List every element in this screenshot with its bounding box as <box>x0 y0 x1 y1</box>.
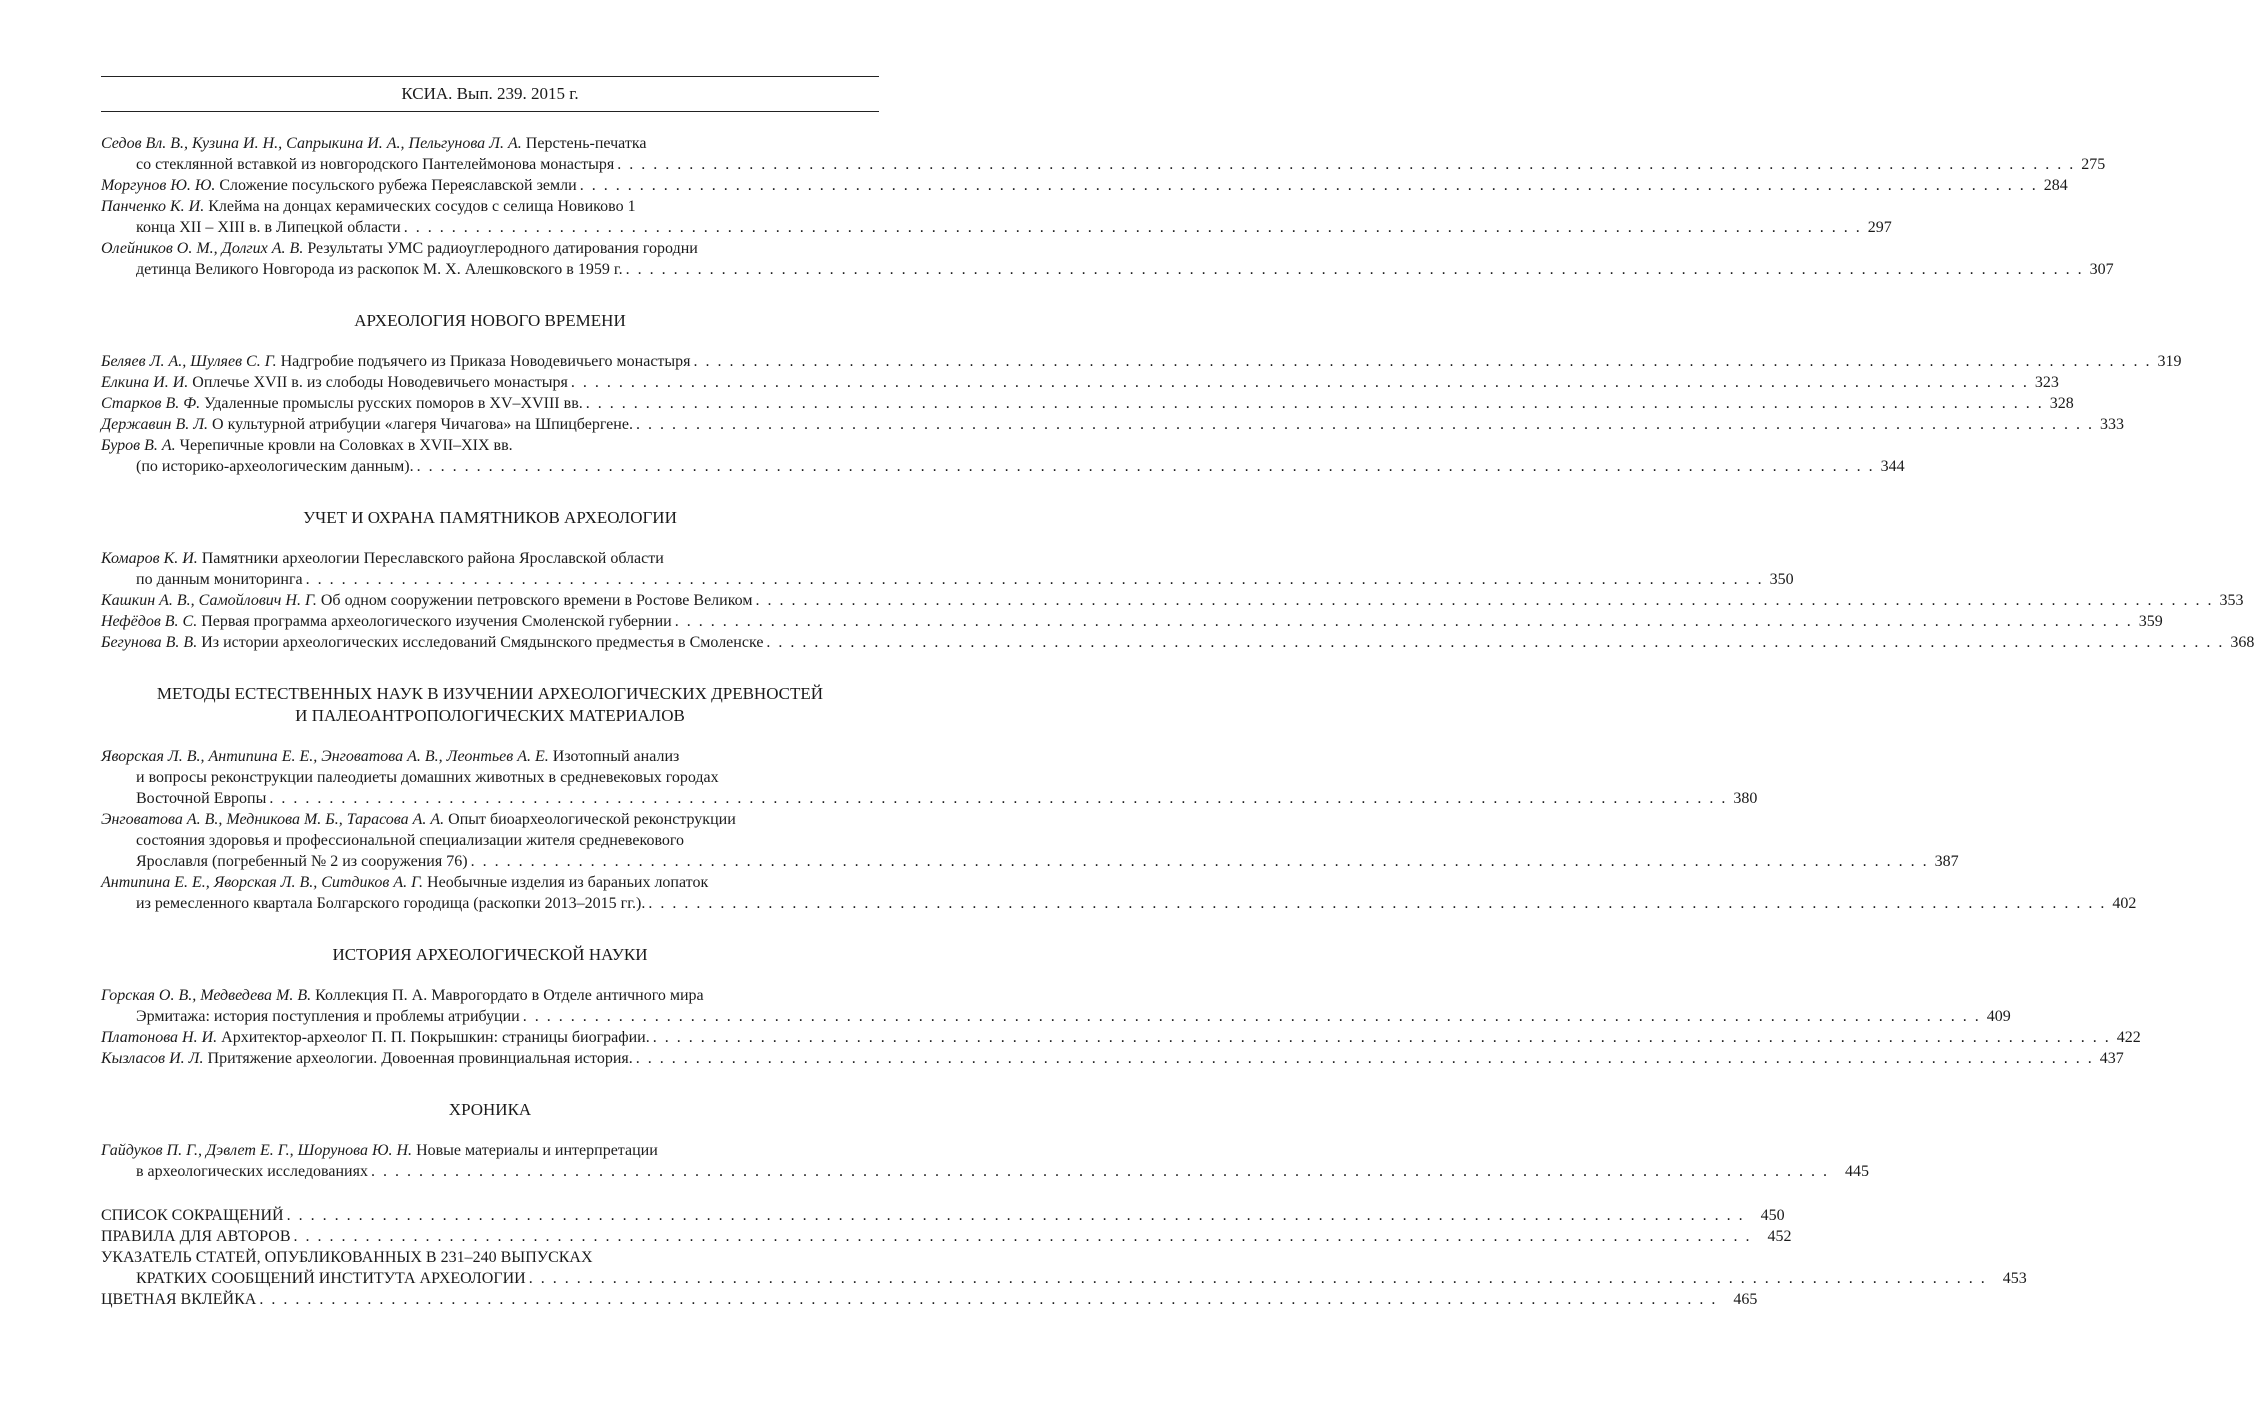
toc-entry-title: Архитектор-археолог П. П. Покрышкин: страницы биографии. <box>217 1029 650 1046</box>
toc-entry-authors: Седов Вл. В., Кузина И. Н., Сапрыкина И. А., Пельгунова Л. А. <box>101 135 522 152</box>
toc-entry-text <box>101 196 636 217</box>
toc-entry <box>101 872 2137 914</box>
section-heading-line: АРХЕОЛОГИЯ НОВОГО ВРЕМЕНИ <box>354 311 626 330</box>
toc-entry <box>101 1205 1785 1226</box>
toc-entry-title: по данным мониторинга <box>136 571 303 588</box>
dot-leader <box>568 372 2029 393</box>
dot-leader <box>633 414 2094 435</box>
toc-entry <box>101 372 2059 393</box>
toc-entry-line <box>101 809 879 830</box>
toc-entry-text <box>101 1247 593 1268</box>
toc-entry-authors: Беляев Л. А., Шуляев С. Г. <box>101 353 277 370</box>
toc-entry-line <box>101 872 879 893</box>
toc-entry-title: Новые материалы и интерпретации <box>412 1142 658 1159</box>
toc-entry-title: Эрмитажа: история поступления и проблемы атрибуции <box>136 1008 520 1025</box>
dot-leader <box>414 456 1875 477</box>
toc-entry-authors: Нефёдов В. С. <box>101 613 198 630</box>
toc-entry-title: КРАТКИХ СООБЩЕНИЙ ИНСТИТУТА АРХЕОЛОГИИ <box>136 1270 526 1287</box>
toc-entry-text <box>136 851 468 872</box>
toc-entry-text <box>136 830 684 851</box>
spacer <box>101 1182 879 1205</box>
dot-leader <box>633 1048 2094 1069</box>
toc-entry <box>101 1048 2124 1069</box>
toc-entry-title: Сложение посульского рубежа Переяславской земли <box>215 177 577 194</box>
toc-entry-continuation-line <box>101 1006 2011 1027</box>
dot-leader <box>650 1027 2111 1048</box>
toc-entry <box>101 393 2074 414</box>
toc-entry-line <box>101 1205 1785 1226</box>
toc-page-number: 359 <box>2138 613 2163 630</box>
toc-entry-line <box>101 1289 1758 1310</box>
toc-entry-text <box>101 351 691 372</box>
toc-entry-authors: Державин В. Л. <box>101 416 209 433</box>
toc-entry-line <box>101 372 2059 393</box>
toc-entry-authors: Комаров К. И. <box>101 550 198 567</box>
section-heading-line: И ПАЛЕОАНТРОПОЛОГИЧЕСКИХ МАТЕРИАЛОВ <box>295 706 685 725</box>
toc-entry-text <box>136 893 645 914</box>
toc-entry-title: в археологических исследованиях <box>136 1163 368 1180</box>
dot-leader <box>623 259 2084 280</box>
toc-entry-text <box>136 154 614 175</box>
dot-leader <box>468 851 1929 872</box>
toc-entry-text <box>101 133 646 154</box>
toc-entry-text <box>101 435 513 456</box>
toc-page-number: 368 <box>2230 634 2254 651</box>
dot-leader <box>290 1226 1751 1247</box>
toc-entry-text <box>101 414 633 435</box>
toc-entry-continuation-line <box>101 893 2137 914</box>
section-heading <box>101 944 879 966</box>
dot-leader <box>691 351 2152 372</box>
toc-entry <box>101 1289 1758 1310</box>
toc-entry-authors: Панченко К. И. <box>101 198 205 215</box>
toc-entry-text <box>136 767 719 788</box>
toc-entry-authors: Гайдуков П. Г., Дэвлет Е. Г., Шорунова Ю. Н. <box>101 1142 413 1159</box>
toc-entry-title: Восточной Европы <box>136 790 267 807</box>
toc-entry-text <box>101 393 583 414</box>
toc-entry <box>101 611 2163 632</box>
toc-entry-line <box>101 1048 2124 1069</box>
toc-entry-line <box>101 238 879 259</box>
dot-leader <box>753 590 2214 611</box>
toc-page-number: 333 <box>2099 416 2124 433</box>
toc-entry-title: Первая программа археологического изучения Смоленской губернии <box>197 613 672 630</box>
dot-leader <box>583 393 2044 414</box>
section-heading-line: МЕТОДЫ ЕСТЕСТВЕННЫХ НАУК В ИЗУЧЕНИИ АРХЕОЛОГИЧЕСКИХ ДРЕВНОСТЕЙ <box>156 684 824 703</box>
toc-page-number: 307 <box>2089 261 2114 278</box>
toc-entry-title: Результаты УМС радиоуглеродного датирования городни <box>303 240 698 257</box>
toc-entry-authors: Елкина И. И. <box>101 374 189 391</box>
toc-entry <box>101 590 2244 611</box>
toc-page-number: 350 <box>1769 571 1794 588</box>
toc-entry-text <box>136 1161 368 1182</box>
toc-entry <box>101 809 1959 872</box>
toc-entry-title: Необычные изделия из бараньих лопаток <box>423 874 709 891</box>
toc-page-number: 284 <box>2043 177 2068 194</box>
toc-entry-continuation-line <box>101 259 2114 280</box>
toc-entry-line <box>101 435 879 456</box>
dot-leader <box>526 1268 1987 1289</box>
toc-entry-text <box>136 217 401 238</box>
page <box>101 76 2254 1310</box>
dot-leader <box>614 154 2075 175</box>
toc-entry-title: из ремесленного квартала Болгарского городища (раскопки 2013–2015 гг.). <box>136 895 646 912</box>
dot-leader <box>256 1289 1717 1310</box>
toc-entry-text <box>101 809 736 830</box>
toc-entry-title: Ярославля (погребенный № 2 из сооружения 76) <box>136 853 468 870</box>
toc-entry <box>101 238 2114 280</box>
toc-entry-line <box>101 414 2124 435</box>
toc-page-number: 445 <box>1844 1163 1869 1180</box>
toc-entry-authors: Кашкин А. В., Самойлович Н. Г. <box>101 592 317 609</box>
toc-entry-line <box>101 133 879 154</box>
toc-entry-line <box>101 175 2068 196</box>
toc-entry-title: Памятники археологии Переславского района Ярославской области <box>197 550 664 567</box>
toc-entry-title: Изотопный анализ <box>548 748 680 765</box>
toc-entry-text <box>136 569 303 590</box>
dot-leader <box>577 175 2038 196</box>
section-heading <box>101 1099 879 1121</box>
toc-entry-line <box>101 611 2163 632</box>
toc-entry-line <box>101 1027 2141 1048</box>
toc-entry-title: ЦВЕТНАЯ ВКЛЕЙКА <box>101 1291 257 1308</box>
toc-entry-text <box>101 1027 650 1048</box>
toc-entry-authors: Антипина Е. Е., Яворская Л. В., Ситдиков А. Г. <box>101 874 424 891</box>
toc-entry-line <box>101 1140 879 1161</box>
toc-entry <box>101 548 1794 590</box>
toc-entry-title: Удаленные промыслы русских поморов в XV–XVIII вв. <box>200 395 583 412</box>
toc-entry-title: детинца Великого Новгорода из раскопок М. Х. Алешковского в 1959 г. <box>136 261 623 278</box>
toc-page-number: 453 <box>2002 1270 2027 1287</box>
toc-entry <box>101 175 2068 196</box>
toc-page-number: 328 <box>2049 395 2074 412</box>
toc-entry-text <box>101 1226 290 1247</box>
toc-entry-line <box>101 548 879 569</box>
toc-entry-title: О культурной атрибуции «лагеря Чичагова» на Шпицбергене. <box>208 416 633 433</box>
dot-leader <box>368 1161 1829 1182</box>
toc-entry-continuation-line <box>101 767 879 788</box>
toc-page-number: 344 <box>1880 458 1905 475</box>
toc-entry-line <box>101 1226 1792 1247</box>
toc-entry-authors: Горская О. В., Медведева М. В. <box>101 987 312 1004</box>
toc-entry-authors: Энговатова А. В., Медникова М. Б., Тарасова А. А. <box>101 811 445 828</box>
toc-entry-text <box>101 1205 284 1226</box>
toc-entry-continuation-line <box>101 1268 2027 1289</box>
toc-page-number: 409 <box>1986 1008 2011 1025</box>
toc-entry-line <box>101 196 879 217</box>
toc-entry-title: Притяжение археологии. Довоенная провинциальная история. <box>203 1050 633 1067</box>
toc-entry-text <box>101 1048 633 1069</box>
toc-entry-text <box>136 456 414 477</box>
toc-page-number: 450 <box>1760 1207 1785 1224</box>
toc-entry-continuation-line <box>101 456 1905 477</box>
toc-entry-continuation-line <box>101 830 879 851</box>
toc-entry-title: Из истории археологических исследований Смядынского предместья в Смоленске <box>197 634 764 651</box>
header-rule <box>101 111 879 112</box>
toc-entry <box>101 1226 1792 1247</box>
toc-page-number: 380 <box>1733 790 1758 807</box>
dot-leader <box>303 569 1764 590</box>
toc-page-number: 452 <box>1767 1228 1792 1245</box>
toc-entry <box>101 435 1905 477</box>
toc-entry-title: Коллекция П. А. Маврогордато в Отделе античного мира <box>311 987 704 1004</box>
dot-leader <box>763 632 2224 653</box>
toc-entry-title: Надгробие подъячего из Приказа Новодевичьего монастыря <box>276 353 691 370</box>
toc-entry <box>101 351 2182 372</box>
toc-entry-title: конца XII – XIII в. в Липецкой области <box>136 219 401 236</box>
toc-page-number: 437 <box>2099 1050 2124 1067</box>
toc-entry <box>101 746 1758 809</box>
toc-entry <box>101 632 2254 653</box>
toc-entry-line <box>101 985 879 1006</box>
toc-entry <box>101 985 2011 1027</box>
toc-entry <box>101 196 1892 238</box>
toc-entry-text <box>101 611 672 632</box>
toc-entry-text <box>101 548 664 569</box>
section-heading-line: УЧЕТ И ОХРАНА ПАМЯТНИКОВ АРХЕОЛОГИИ <box>303 508 677 527</box>
toc-entry-title: со стеклянной вставкой из новгородского Пантелеймонова монастыря <box>136 156 615 173</box>
toc-page-number: 465 <box>1733 1291 1758 1308</box>
toc-entry-authors: Старков В. Ф. <box>101 395 201 412</box>
toc-entry-title: УКАЗАТЕЛЬ СТАТЕЙ, ОПУБЛИКОВАННЫХ В 231–240 ВЫПУСКАХ <box>101 1249 593 1266</box>
toc-entry-title: СПИСОК СОКРАЩЕНИЙ <box>101 1207 284 1224</box>
toc-entry-text <box>101 985 704 1006</box>
toc-entry-text <box>101 632 763 653</box>
toc-entry-text <box>136 1268 526 1289</box>
toc-entry-line <box>101 746 879 767</box>
toc-entry-authors: Платонова Н. И. <box>101 1029 218 1046</box>
section-heading <box>101 507 879 529</box>
toc-entry-text <box>101 746 679 767</box>
toc-entry-text <box>101 1289 256 1310</box>
toc-page-number: 422 <box>2116 1029 2141 1046</box>
toc-page-number: 275 <box>2081 156 2106 173</box>
toc-entry-title: Черепичные кровли на Соловках в XVII–XIX вв. <box>175 437 513 454</box>
toc-entry-text <box>136 1006 520 1027</box>
dot-leader <box>266 788 1727 809</box>
toc-entry-continuation-line <box>101 154 2106 175</box>
dot-leader <box>645 893 2106 914</box>
toc-entry-authors: Бегунова В. В. <box>101 634 198 651</box>
toc-entry-text <box>136 259 623 280</box>
dot-leader <box>672 611 2133 632</box>
section-heading-line: ИСТОРИЯ АРХЕОЛОГИЧЕСКОЙ НАУКИ <box>332 945 648 964</box>
toc-entry-authors: Кызласов И. Л. <box>101 1050 204 1067</box>
section-heading <box>101 683 879 727</box>
toc-entry-title: Об одном сооружении петровского времени в Ростове Великом <box>316 592 753 609</box>
toc-entry <box>101 1140 1869 1182</box>
toc-entry-text <box>101 372 568 393</box>
toc-entry-continuation-line <box>101 217 1892 238</box>
toc-entry <box>101 1247 2027 1289</box>
toc-entry-line <box>101 393 2074 414</box>
toc-page-number: 387 <box>1934 853 1959 870</box>
toc-entry-authors: Яворская Л. В., Антипина Е. Е., Энговатова А. В., Леонтьев А. Е. <box>101 748 549 765</box>
toc-entry-title: состояния здоровья и профессиональной специализации жителя средневекового <box>136 832 685 849</box>
toc-entry-text <box>101 175 577 196</box>
dot-leader <box>284 1205 1745 1226</box>
toc-entry-text <box>101 872 708 893</box>
toc-entry-authors: Моргунов Ю. Ю. <box>101 177 216 194</box>
toc-entry-continuation-line <box>101 1161 1869 1182</box>
toc-entry-title: Опыт биоархеологической реконструкции <box>444 811 736 828</box>
toc-entry-title: Перстень-печатка <box>521 135 647 152</box>
toc-entry-continuation-line <box>101 851 1959 872</box>
toc-entry-continuation-line <box>101 788 1758 809</box>
section-heading <box>101 310 879 332</box>
toc-page-number: 323 <box>2034 374 2059 391</box>
toc-entry-title: Оплечье XVII в. из слободы Новодевичьего монастыря <box>188 374 568 391</box>
toc-entry <box>101 1027 2141 1048</box>
toc-entry-continuation-line <box>101 569 1794 590</box>
toc-entry-text <box>136 788 266 809</box>
running-head: КСИА. Вып. 239. 2015 г. <box>401 84 579 103</box>
toc-entry-title: Клейма на донцах керамических сосудов с селища Новиково 1 <box>204 198 636 215</box>
toc-entry-title: (по историко-археологическим данным). <box>136 458 414 475</box>
toc-entry-line <box>101 632 2254 653</box>
toc-entry-title: ПРАВИЛА ДЛЯ АВТОРОВ <box>101 1228 291 1245</box>
toc-page-number: 319 <box>2157 353 2182 370</box>
toc-entry-authors: Олейников О. М., Долгих А. В. <box>101 240 304 257</box>
dot-leader <box>401 217 1862 238</box>
toc-entry-text <box>101 1140 658 1161</box>
toc-entry <box>101 414 2124 435</box>
toc-entry <box>101 133 2106 175</box>
toc-entry-text <box>101 590 753 611</box>
toc-entry-line <box>101 1247 879 1268</box>
toc-page-number: 297 <box>1867 219 1892 236</box>
toc-entry-line <box>101 590 2244 611</box>
toc-page-number: 353 <box>2219 592 2244 609</box>
toc-entry-authors: Буров В. А. <box>101 437 176 454</box>
toc-page-number: 402 <box>2112 895 2137 912</box>
toc-entry-text <box>101 238 698 259</box>
dot-leader <box>520 1006 1981 1027</box>
toc-entry-title: и вопросы реконструкции палеодиеты домашних животных в средневековых городах <box>136 769 719 786</box>
table-of-contents <box>101 133 2254 1310</box>
section-heading-line: ХРОНИКА <box>448 1100 532 1119</box>
toc-entry-line <box>101 351 2182 372</box>
